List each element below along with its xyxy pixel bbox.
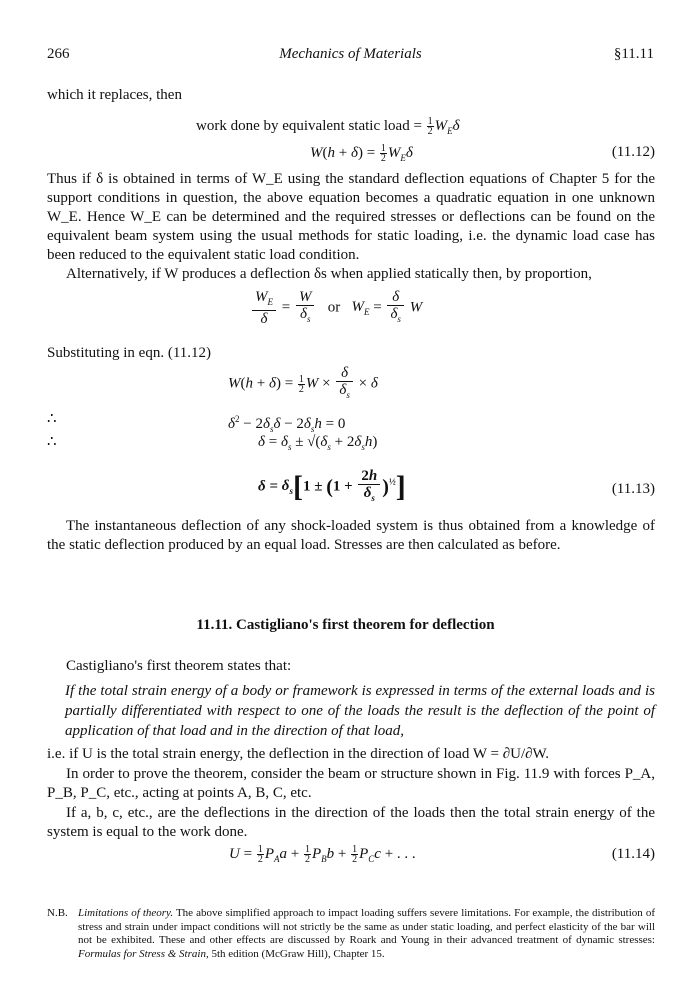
- equation-11-12: W(h + δ) = $\frac{1}{2}$ $W_E\delta$: [310, 143, 413, 165]
- therefore-symbol-2: ∴: [47, 434, 57, 450]
- section-number: §11.11: [613, 46, 654, 62]
- equation-11-14: U = $\frac{1}{2}$ $P_Aa$ + $\frac{1}{2}$ $P_Bb$ + $\frac{1}{2}$ $P_Cc$ + . . .: [229, 844, 416, 866]
- equation-work-label: work done by equivalent static load =: [196, 118, 422, 134]
- equation-substituted: W(h + δ) = $\frac{1}{2}$ W × $\frac{\delta}{\delta_s}$ × δ: [228, 365, 378, 400]
- footnote-label: N.B.: [47, 907, 68, 919]
- footnote-lead: Limitations of theory.: [78, 907, 174, 919]
- running-title: Mechanics of Materials: [279, 46, 422, 62]
- footnote-text-1: The above simplified approach to impact loading suffers severe limitations. For example, the distribution of stress and strain under impact conditions will not strictly be the same as under static loading, and perfect elasticity of the bar will not be exhibited. These and other effects are discussed by Roark and Young in their advanced treatment of dynamic stresses:: [78, 907, 655, 946]
- substituting-line: Substituting in eqn. (11.12): [47, 345, 212, 361]
- theorem-statement: If the total strain energy of a body or framework is expressed in terms of the external loads and is partially differentiated with respect to one of the loads the result is the deflection of the point of application of that load and in the direction of that load,: [65, 683, 655, 739]
- page-number: 266: [47, 46, 70, 62]
- paragraph-quadratic: Thus if δ is obtained in terms of W_E using the standard deflection equations of Chapter 5 for the support conditions in question, the above equation becomes a quadratic equation in one unknown W_E. Hence W_E can be determined and the required stresses or deflections can be found on the equivalent beam system using the usual methods for static loading, i.e. the dynamic load case has been reduced to the equivalent static load condition.: [47, 171, 655, 263]
- footnote-text-2: 5th edition (McGraw Hill), Chapter 15.: [208, 947, 385, 960]
- or-word: or: [327, 299, 341, 316]
- equation-work-done: work done by equivalent static load = $\frac{1}{2}$ $W_E\delta$: [196, 116, 460, 138]
- therefore-symbol-1: ∴: [47, 411, 57, 427]
- paragraph-proof: In order to prove the theorem, consider the beam or structure shown in Fig. 11.9 with forces P_A, P_B, P_C, etc., acting at points A, B, C, etc.: [47, 766, 655, 801]
- equation-root: $\delta = \delta_s \pm √(\delta_s + 2\delta_sh)$: [258, 434, 378, 452]
- equation-quadratic: $\delta^2 - 2\delta_s\delta - 2\delta_sh = 0$: [228, 414, 346, 434]
- paragraph-alternatively: Alternatively, if W produces a deflection δs when applied statically then, by proportion,: [66, 266, 592, 282]
- castigliano-intro: Castigliano's first theorem states that:: [66, 658, 292, 674]
- paragraph-instantaneous: The instantaneous deflection of any shock-loaded system is thus obtained from a knowledge of the static deflection produced by an equal load. Stresses are then calculated as before.: [47, 518, 655, 553]
- paragraph-deflections: If a, b, c, etc., are the deflections in the direction of the loads then the total strain energy of the system is equal to the work done.: [47, 805, 655, 840]
- equation-number-11-13: (11.13): [611, 481, 655, 497]
- section-title: 11.11. Castigliano's first theorem for deflection: [196, 617, 495, 633]
- equation-11-13: $\delta = \delta_s[1 \pm (1$ + $\frac{2h}{\delta_s}$ )$^{\frac{1}{2}}$]: [258, 468, 406, 503]
- equation-proportion: $\frac{W_E}{\delta}$ = $\frac{W}{\delta_s}$ or $W_E$ = $\frac{\delta}{\delta_s}$ W: [250, 289, 422, 327]
- equation-number-11-14: (11.14): [611, 846, 655, 862]
- page-header: [47, 46, 654, 66]
- equation-number-11-12: (11.12): [611, 144, 655, 160]
- ie-line: i.e. if U is the total strain energy, the deflection in the direction of load W = ∂U/∂W.: [47, 746, 550, 762]
- footnote: [47, 907, 655, 961]
- intro-line: which it replaces, then: [47, 87, 182, 103]
- footnote-book-title: Formulas for Stress & Strain,: [78, 947, 209, 960]
